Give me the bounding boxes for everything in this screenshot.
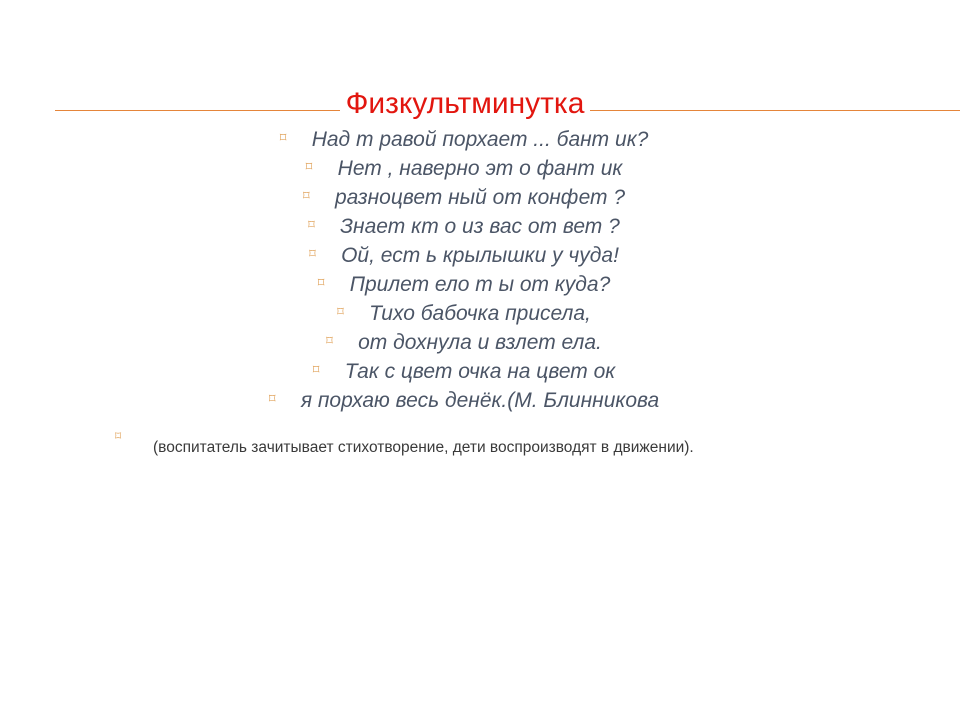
poem-line-text: разноцвет ный от конфет ? — [334, 186, 626, 209]
slide-title-text: Физкультминутка — [340, 87, 591, 120]
poem-list — [0, 125, 960, 415]
poem-line — [0, 270, 960, 299]
bullet-icon: ⌑ — [115, 429, 122, 443]
poem-line — [0, 154, 960, 183]
bullet-icon: ⌑ — [268, 391, 276, 406]
poem-line-text: Прилет ело т ы от куда? — [349, 273, 611, 296]
poem-line-text: я порхаю весь денёк.(М. Блинникова — [300, 389, 660, 412]
teacher-note-text: (воспитатель зачитывает стихотворение, дети воспроизводят в движении). — [153, 439, 694, 456]
poem-line — [0, 183, 960, 212]
poem-line-text: Над т равой порхает ... бант ик? — [311, 128, 649, 151]
poem-line — [0, 241, 960, 270]
bullet-icon: ⌑ — [312, 362, 320, 377]
bullet-icon: ⌑ — [302, 188, 310, 203]
poem-line-text: от дохнула и взлет ела. — [358, 331, 602, 354]
bullet-icon: ⌑ — [279, 130, 287, 145]
poem-line-text: Тихо бабочка присела, — [369, 302, 591, 325]
poem-line-text: Ой, ест ь крылышки у чуда! — [341, 244, 619, 267]
poem-line — [0, 125, 960, 154]
bullet-icon: ⌑ — [309, 246, 316, 261]
poem-line-text: Так с цвет очка на цвет ок — [344, 360, 616, 383]
bullet-icon: ⌑ — [337, 304, 344, 319]
poem-line-text: Знает кт о из вас от вет ? — [340, 215, 620, 238]
poem-line-text: Нет , наверно эт о фант ик — [337, 157, 623, 180]
poem-line — [0, 328, 960, 357]
poem-line — [0, 357, 960, 386]
bullet-icon: ⌑ — [305, 159, 313, 174]
bullet-icon: ⌑ — [317, 275, 325, 290]
slide-title — [0, 84, 930, 124]
bullet-icon: ⌑ — [308, 217, 315, 232]
poem-line — [0, 386, 960, 415]
poem-line — [0, 299, 960, 328]
poem-line — [0, 212, 960, 241]
bullet-icon: ⌑ — [326, 333, 333, 348]
